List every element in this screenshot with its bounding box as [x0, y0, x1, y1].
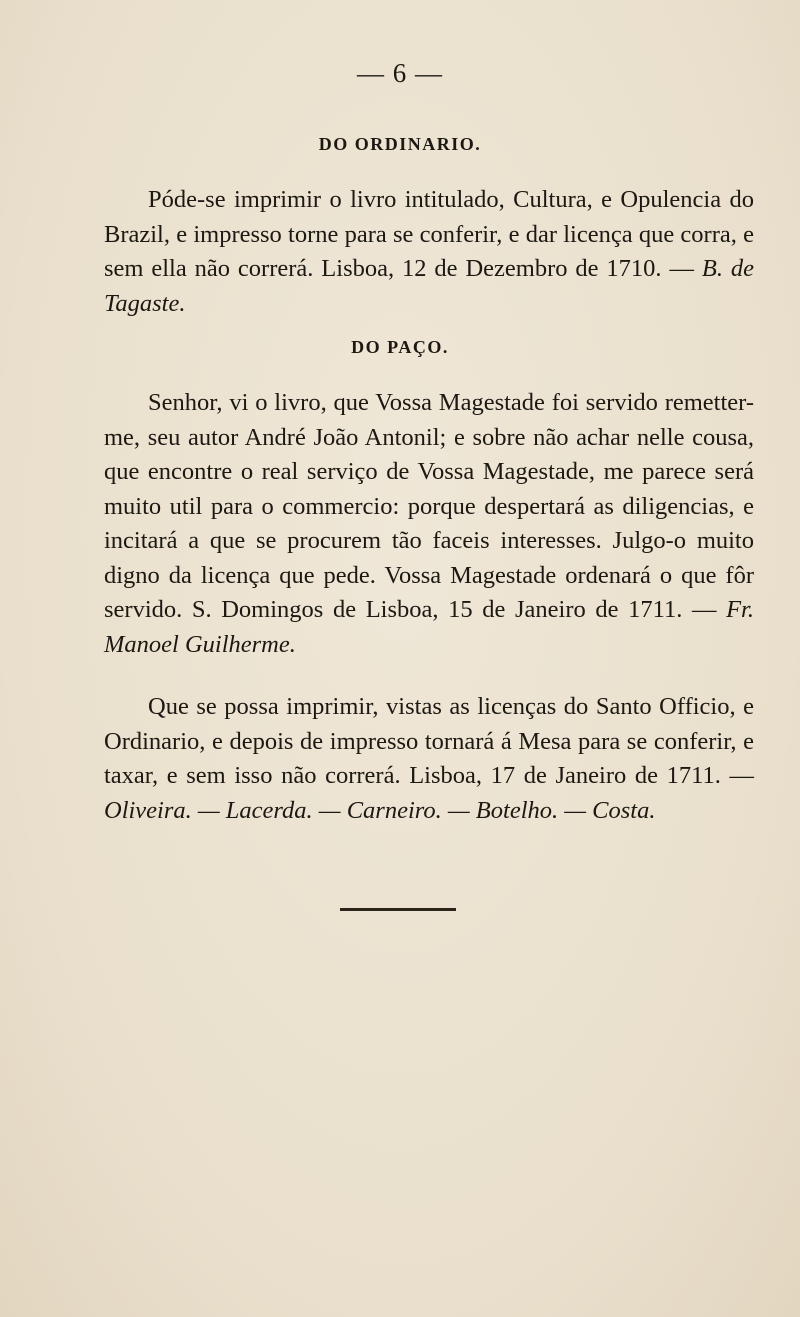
ordinario-text: Póde-se imprimir o livro intitulado, Cultura, e Opulencia do Brazil, e impresso torne para se conferir, e dar licença que corra, e sem ella não correrá. Lisboa, 12 de Dezembro de 1710. — [104, 186, 754, 282]
paco-signature: Fr. Manoel Guilherme. [104, 596, 754, 658]
paco-text: Senhor, vi o livro, que Vossa Magestade foi servido remetter-me, seu autor André João Antonil; e sobre não achar nelle cousa, que encontre o real serviço de Vossa Magestade, me parece será muito util para o commercio: porque despertará as diligencias, e incitará a que se procurem tão faceis interesses. Julgo-o muito digno da licença que pede. Vossa Magestade ordenará o que fôr servido. S. Domingos de Lisboa, 15 de Janeiro de 1711. — [104, 389, 754, 623]
page-number: — 6 — [357, 58, 443, 88]
mesa-text: Que se possa imprimir, vistas as licenças do Santo Officio, e Ordinario, e depois de impresso tornará á Mesa para se conferir, e taxar, e sem isso não correrá. Lisboa, 17 de Janeiro de 1711. — [104, 693, 754, 789]
end-rule-divider [340, 908, 456, 911]
heading-do-ordinario: DO ORDINARIO. [318, 134, 482, 154]
ordinario-paragraph [104, 183, 754, 321]
heading-do-paco: DO PAÇO. [351, 337, 449, 357]
ordinario-signature: B. de Tagaste. [104, 255, 754, 317]
paco-paragraph [104, 386, 754, 662]
mesa-signatures: Oliveira. — Lacerda. — Carneiro. — Botelho. — Costa. [104, 796, 656, 824]
mesa-paragraph [104, 690, 754, 828]
